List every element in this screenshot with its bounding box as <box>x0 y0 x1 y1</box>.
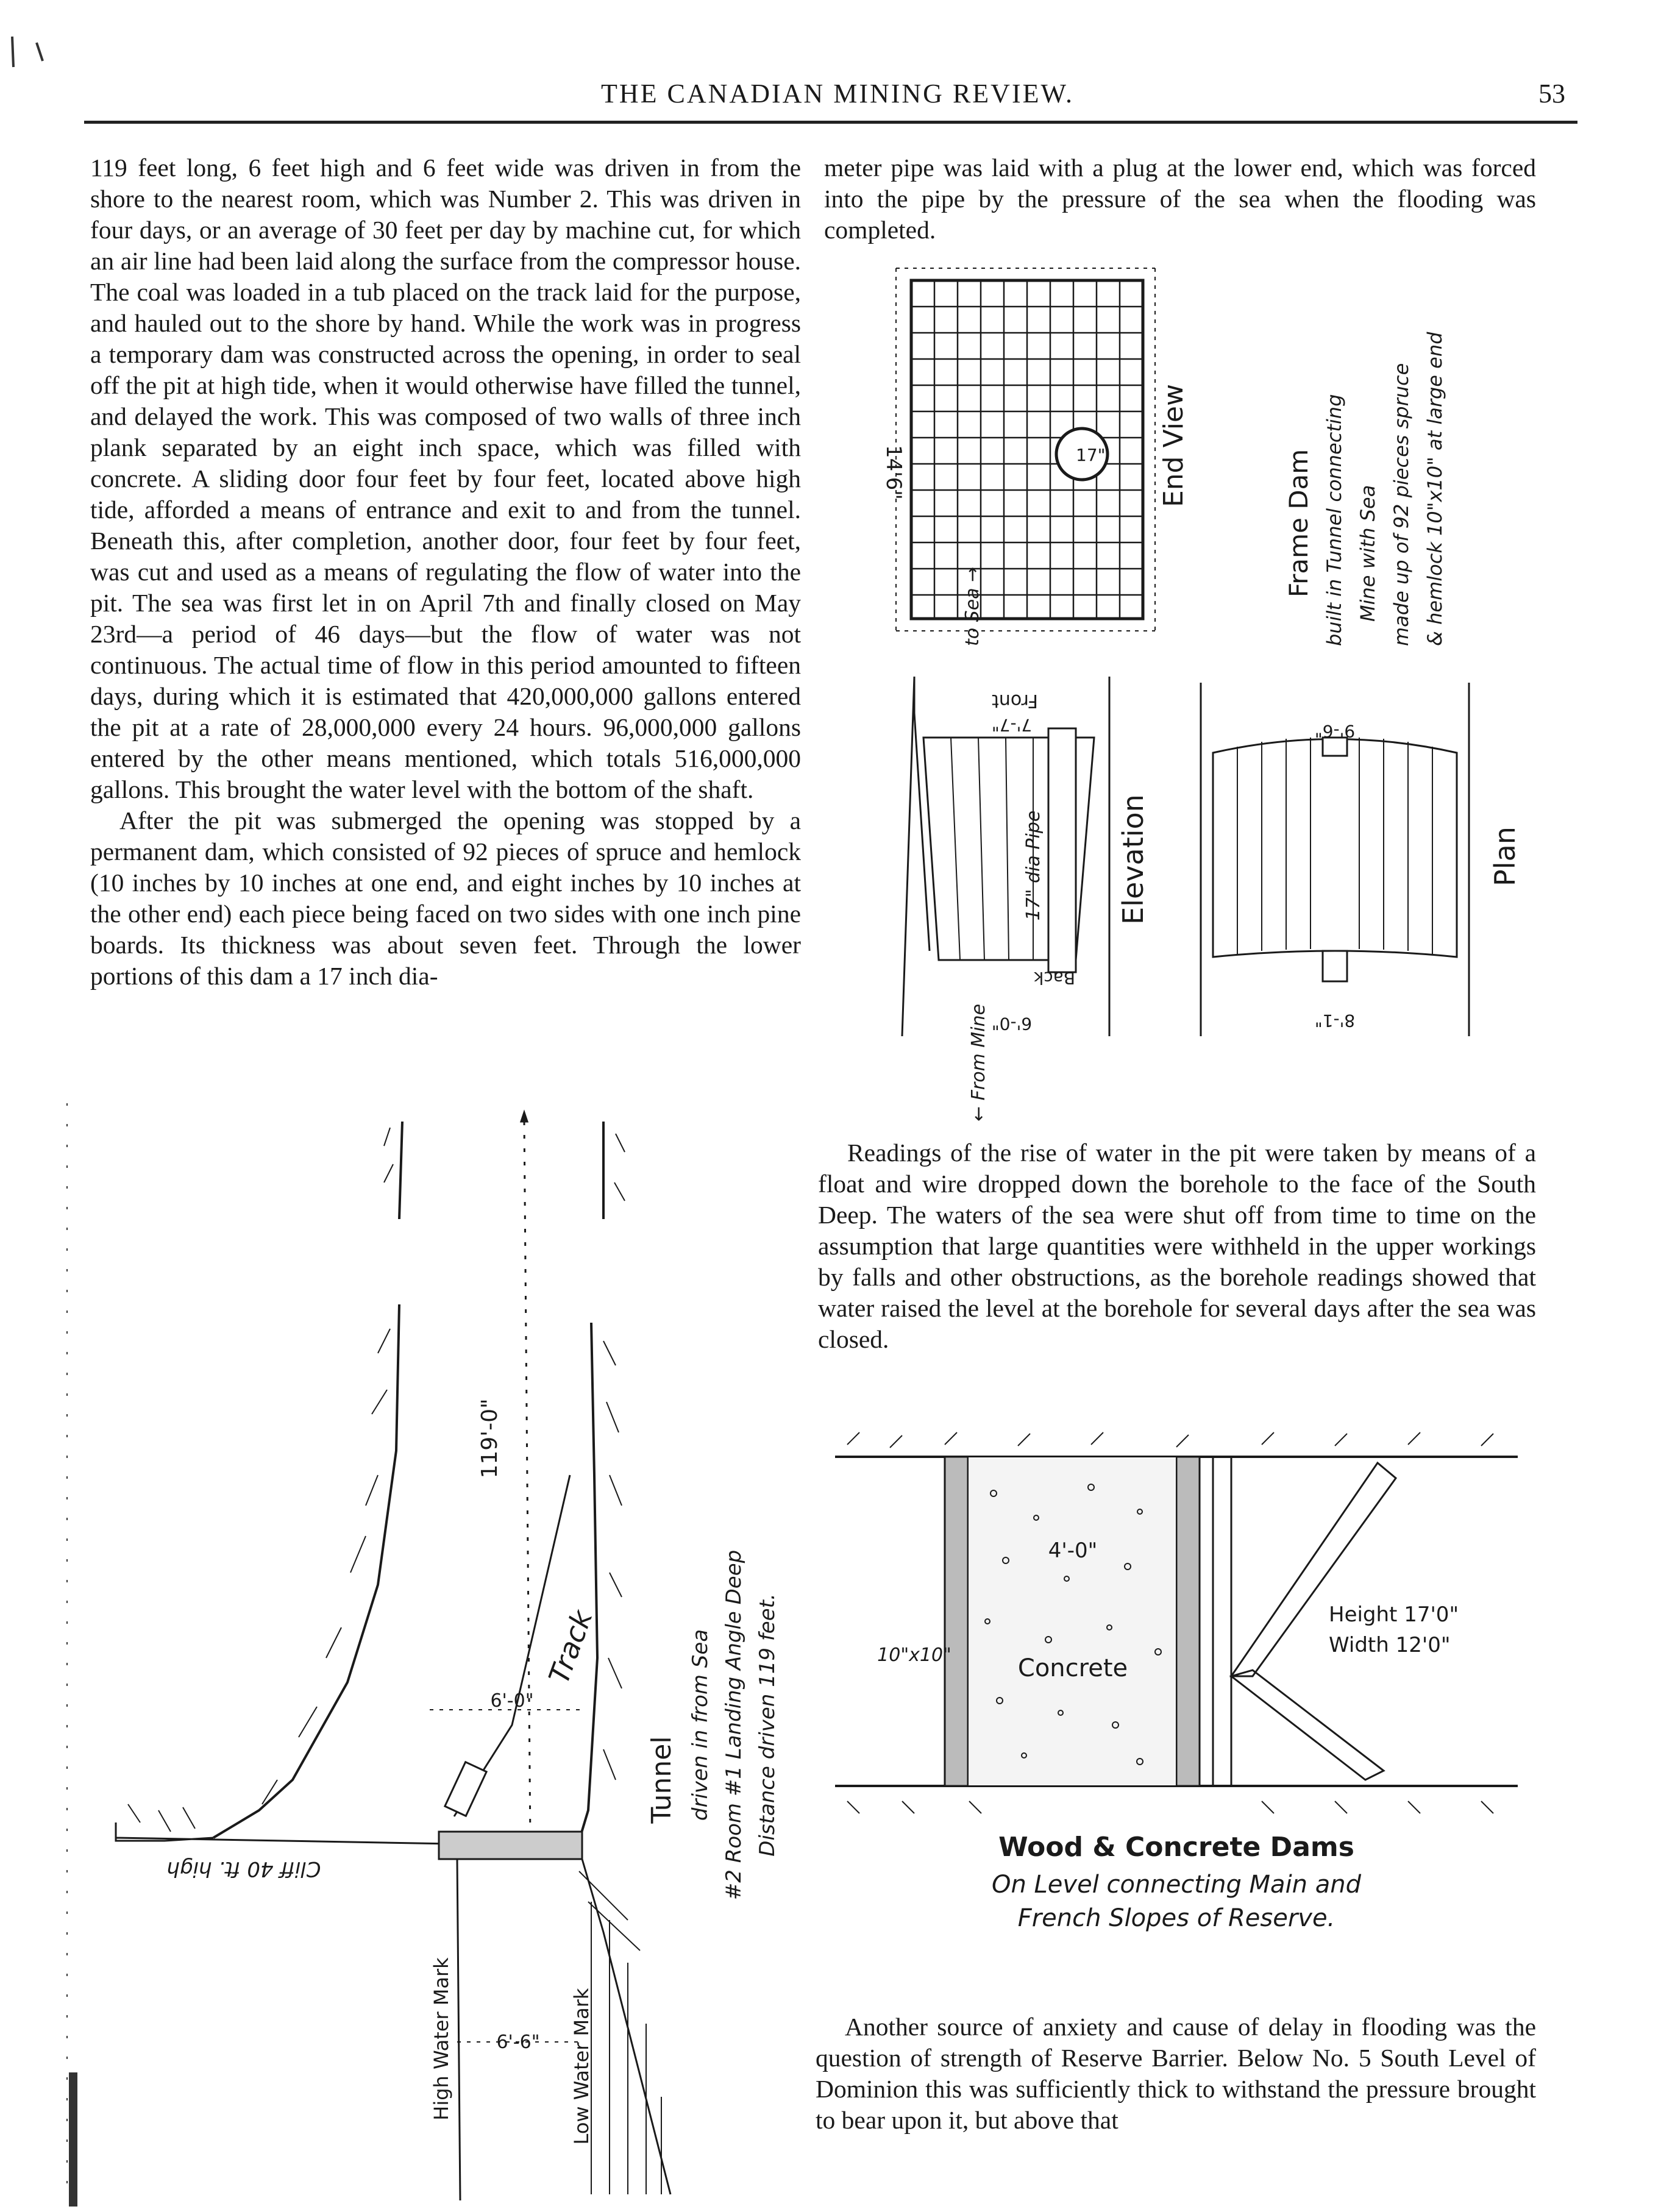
track-label: Track <box>542 1606 599 1688</box>
tub <box>445 1762 486 1816</box>
end-view-height-dim: 14'6" <box>881 445 906 500</box>
plan-label: Plan <box>1488 827 1521 886</box>
tunnel-caption-title: Tunnel <box>646 1736 677 1824</box>
tunnel-right-wall <box>579 1323 597 1841</box>
tunnel-length-dim: 119'-0" <box>477 1398 502 1479</box>
elevation-pipe <box>1048 728 1076 972</box>
left-paragraph-2: After the pit was submerged the opening was stopped by a permanent dam, which consisted of 92 pieces of spruce and hemlock (10 inches by 10 inches at one end, and eight inches by 10 inches at the other end) each piece being faced on two sides with one inch pine boards. Its thickness was about seven feet. Through the lower portions of this dam a 17 inch dia- <box>90 806 801 990</box>
right-column-bottom <box>816 2011 1536 2136</box>
tunnel-width-dim-lower: 6'-6" <box>496 2032 540 2053</box>
right-column-top <box>824 152 1536 246</box>
high-water-line <box>457 1859 460 2200</box>
left-column <box>90 152 801 992</box>
tunnel-width-dim-upper: 6'-0" <box>490 1690 534 1712</box>
front-dim: 7'-7" <box>991 715 1033 735</box>
tunnel-caption-3: Distance driven 119 feet. <box>755 1593 780 1857</box>
running-header: THE CANADIAN MINING REVIEW. <box>601 79 1074 108</box>
front-label: Front <box>992 690 1038 711</box>
frame-dam-caption-title: Frame Dam <box>1284 449 1314 597</box>
concrete-fill <box>968 1457 1176 1786</box>
plan-outline <box>1213 739 1457 958</box>
back-dim: 6'-0" <box>991 1014 1033 1034</box>
length-dim-line <box>524 1122 530 1841</box>
page-number: 53 <box>1538 79 1565 108</box>
prop-post <box>1213 1457 1231 1786</box>
concrete-dam-caption-1: On Level connecting Main and <box>991 1871 1362 1899</box>
concrete-dam-caption-title: Wood & Concrete Dams <box>998 1832 1354 1863</box>
tunnel-caption-1: driven in from Sea <box>688 1629 713 1821</box>
from-mine-label: ← From Mine <box>968 1003 989 1122</box>
left-paragraph-1: 119 feet long, 6 feet high and 6 feet wide was driven in from the shore to the nearest room, which was Number 2. This was driven in four days, or an average of 30 feet per day by machine cut, for which an air line had been laid along the surface from the compressor house. The coal was loaded in a tub placed on the track laid for the purpose, and hauled out to the shore by hand. While the work was in progress a temporary dam was constructed across the opening, in order to seal off the pit at high tide, when it would otherwise have filled the tunnel, and delayed the work. This was composed of two walls of three inch plank separated by an eight inch space, which was filled with concrete. A sliding door four feet by four feet, located above high tide, afforded a means of entrance and exit to and from the tunnel. Beneath this, after completion, another door, four feet by four feet, was cut and used as a means of regulating the flow of water into the pit. The sea was first let in on April 7th and finally closed on May 23rd—a period of 46 days—but the flow of water was not continuous. The actual time of flow in this period amounted to fifteen days, during which it is estimated that 420,000,000 gallons entered the pit at a rate of 28,000,000 every 24 hours. 96,000,000 gallons entered by the other means mentioned, which totals 516,000,000 gallons. This brought the water level with the bottom of the shaft. <box>90 154 801 803</box>
concrete-label: Concrete <box>1017 1654 1128 1682</box>
tunnel-caption-2: #2 Room #1 Landing Angle Deep <box>722 1549 746 1901</box>
frame-dam-caption-1: built in Tunnel connecting <box>1323 394 1346 646</box>
timber-wall-left <box>945 1457 968 1786</box>
high-water-label: High Water Mark <box>430 1957 453 2121</box>
tunnel-dam <box>439 1832 582 1859</box>
frame-dam-caption-2: Mine with Sea <box>1356 485 1379 622</box>
right-paragraph-mid: Readings of the rise of water in the pit were taken by means of a float and wire dropped down the borehole to the face of the South Deep. The waters of the sea were shut off from time to time on the assumption that large quantities were withheld in the upper workings by falls and other obstructions, as the borehole readings showed that water raised the level at the borehole for several days after the sea was closed. <box>818 1139 1536 1353</box>
frame-dam-caption-3: made up of 92 pieces spruce <box>1390 363 1413 646</box>
plan-top-dim: 9'-6" <box>1314 721 1356 741</box>
timber-dim: 10"x10" <box>877 1645 951 1666</box>
end-view-label: End View <box>1158 384 1189 508</box>
cliff-label: Cliff 40 ft. high <box>166 1857 321 1881</box>
tunnel-left-wall <box>213 1304 399 1838</box>
right-paragraph-bottom: Another source of anxiety and cause of delay in flooding was the question of strength of Reserve Barrier. Below No. 5 South Level of Dominion this was sufficiently thick to withstand the pressure brought to bear upon it, but above that <box>816 2013 1536 2134</box>
lower-brace <box>1231 1670 1384 1780</box>
elevation-label: Elevation <box>1117 794 1150 925</box>
to-sea-label: to Sea → <box>962 566 983 646</box>
pipe-dia-label: 17" dia Pipe <box>1023 810 1044 921</box>
tunnel-figure <box>91 1109 823 2207</box>
width-label: Width 12'0" <box>1329 1633 1451 1657</box>
scan-margin-artifacts <box>0 0 85 2212</box>
right-column-mid <box>818 1137 1536 1355</box>
low-water-label: Low Water Mark <box>570 1988 593 2145</box>
header-rule <box>84 121 1577 124</box>
back-label: Back <box>1034 968 1075 988</box>
frame-dam-caption-4: & hemlock 10"x10" at large end <box>1423 332 1446 646</box>
concrete-dam-figure <box>835 1420 1536 1969</box>
timber-wall-right <box>1176 1457 1200 1786</box>
frame-dam-figure <box>853 256 1554 1122</box>
right-paragraph-top: meter pipe was laid with a plug at the lower end, which was forced into the pipe by the pressure of the sea when the flooding was completed. <box>824 154 1536 244</box>
plan-bottom-dim: 8'-1" <box>1314 1011 1356 1031</box>
height-label: Height 17'0" <box>1329 1602 1459 1627</box>
dam-thickness-dim: 4'-0" <box>1048 1538 1098 1563</box>
concrete-dam-caption-2: French Slopes of Reserve. <box>1017 1904 1335 1932</box>
shore-slope <box>582 1859 670 2194</box>
end-view-pipe-label: 17" <box>1076 445 1106 465</box>
